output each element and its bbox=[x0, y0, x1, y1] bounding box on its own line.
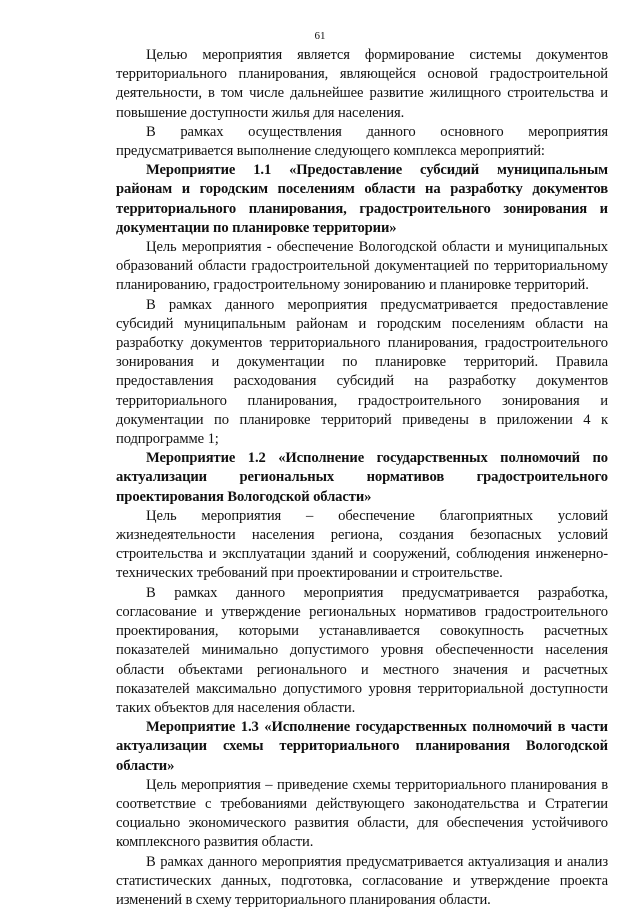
paragraph-measure-1-2-goal: Цель мероприятия – обеспечение благоприятных условий жизнедеятельности населения региона, создания безопасных условий строительства и эксплуатации зданий и сооружений, соблюдения инженерно-технических требований при проектировании и строительстве. bbox=[116, 507, 608, 582]
paragraph-intro: В рамках осуществления данного основного мероприятия предусматривается выполнение следующего комплекса мероприятий: bbox=[116, 123, 608, 160]
heading-measure-1-2: Мероприятие 1.2 «Исполнение государственных полномочий по актуализации региональных нормативов градостроительного проектирования Вологодской области» bbox=[116, 450, 608, 505]
page-number: 61 bbox=[314, 30, 326, 42]
paragraph-measure-1-1-details: В рамках данного мероприятия предусматривается предоставление субсидий муниципальным районам и городским поселениям области на разработку документов территориального планирования, градостроительного зонирования и документации по планировке территорий. Правила предоставления расходования субсидий на разработку документов территориального планирования, градостроительного зонирования и документации по планировке территорий приведены в приложении 4 к подпрограмме 1; bbox=[116, 296, 608, 448]
document-body bbox=[116, 46, 608, 910]
paragraph-measure-1-3-goal: Цель мероприятия – приведение схемы территориального планирования в соответствие с требованиями действующего законодательства и Стратегии социально экономического развития области, для обеспечения устойчивого комплексного развития области. bbox=[116, 776, 608, 851]
paragraph-measure-1-3-details: В рамках данного мероприятия предусматривается актуализация и анализ статистических данных, подготовка, согласование и утверждение проекта изменений в схему территориального планирования области. bbox=[116, 853, 608, 908]
heading-measure-1-1: Мероприятие 1.1 «Предоставление субсидий муниципальным районам и городским поселениям области на разработку документов территориального планирования, градостроительного зонирования и документации по планировке территории» bbox=[116, 162, 608, 236]
paragraph-goal: Целью мероприятия является формирование системы документов территориального планирования, являющейся основой градостроительной деятельности, в том числе дальнейшее развитие жилищного строительства и повышение доступности жилья для населения. bbox=[116, 47, 608, 121]
heading-measure-1-3: Мероприятие 1.3 «Исполнение государственных полномочий в части актуализации схемы территориального планирования Вологодской области» bbox=[116, 719, 608, 774]
paragraph-measure-1-1-goal: Цель мероприятия - обеспечение Вологодской области и муниципальных образований области градостроительной документацией по территориальному планированию, градостроительному зонированию и планировке территорий. bbox=[116, 239, 608, 294]
paragraph-measure-1-2-details: В рамках данного мероприятия предусматривается разработка, согласование и утверждение региональных нормативов градостроительного проектирования, которыми устанавливается совокупность расчетных показателей минимально допустимого уровня обеспеченности населения области объектами регионального и местного значения и расчетных показателей максимально допустимого уровня территориальной доступности таких объектов для населения области. bbox=[116, 584, 608, 716]
